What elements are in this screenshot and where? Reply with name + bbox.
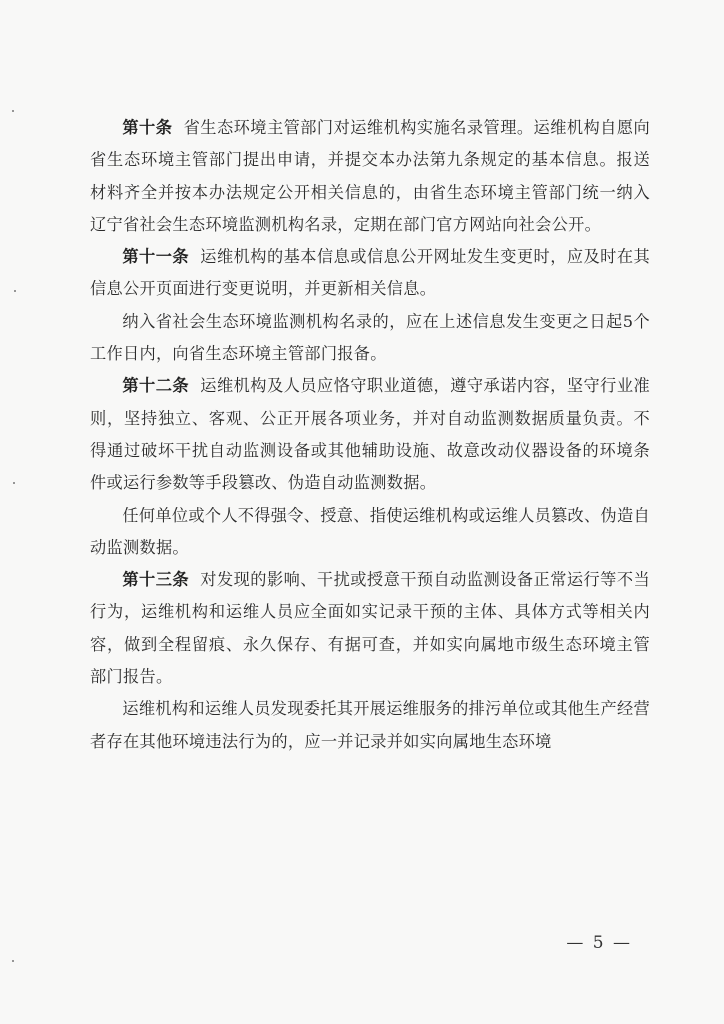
paragraph-article-12: [90, 370, 650, 499]
paragraph-text: 任何单位或个人不得强令、授意、指使运维机构或运维人员篡改、伪造自动监测数据。: [90, 505, 650, 557]
paragraph-article-11: [90, 241, 650, 306]
document-body: [90, 112, 650, 758]
paragraph-text: 省生态环境主管部门对运维机构实施名录管理。运维机构自愿向省生态环境主管部门提出申请，并提交本办法第九条规定的基本信息。报送材料齐全并按本办法规定公开相关信息的，由省生态环境主管部门统一纳入辽宁省社会生态环境监测机构名录，定期在部门官方网站向社会公开。: [90, 118, 650, 234]
paragraph-article-12-continued: [90, 500, 650, 565]
article-heading: 第十三条: [122, 570, 190, 590]
paragraph-text: 运维机构及人员应恪守职业道德，遵守承诺内容，坚守行业准则，坚持独立、客观、公正开展各项业务，并对自动监测数据质量负责。不得通过破坏干扰自动监测设备或其他辅助设施、故意改动仪器设备的环境条件或运行参数等手段篡改、伪造自动监测数据。: [90, 376, 650, 493]
paragraph-article-13: [90, 564, 650, 693]
scan-speck: [13, 482, 15, 484]
page-number: — 5 —: [566, 933, 632, 953]
article-heading: 第十一条: [122, 247, 190, 267]
paragraph-text: 对发现的影响、干扰或授意干预自动监测设备正常运行等不当行为，运维机构和运维人员应全面如实记录干预的主体、具体方式等相关内容，做到全程留痕、永久保存、有据可查，并如实向属地市级生态环境主管部门报告。: [90, 570, 650, 687]
article-heading: 第十二条: [122, 376, 190, 396]
scan-speck: [12, 960, 14, 962]
paragraph-article-13-continued: [90, 693, 650, 758]
paragraph-text: 纳入省社会生态环境监测机构名录的，应在上述信息发生变更之日起5个工作日内，向省生态环境主管部门报备。: [90, 311, 650, 364]
paragraph-text: 运维机构的基本信息或信息公开网址发生变更时，应及时在其信息公开页面进行变更说明，并更新相关信息。: [90, 247, 650, 299]
paragraph-article-11-continued: [90, 306, 650, 371]
scan-speck: [14, 290, 16, 292]
scan-speck: [12, 110, 14, 112]
paragraph-text: 运维机构和运维人员发现委托其开展运维服务的排污单位或其他生产经营者存在其他环境违法行为的，应一并记录并如实向属地生态环境: [90, 699, 650, 751]
article-heading: 第十条: [122, 118, 173, 137]
paragraph-article-10: [90, 112, 650, 241]
